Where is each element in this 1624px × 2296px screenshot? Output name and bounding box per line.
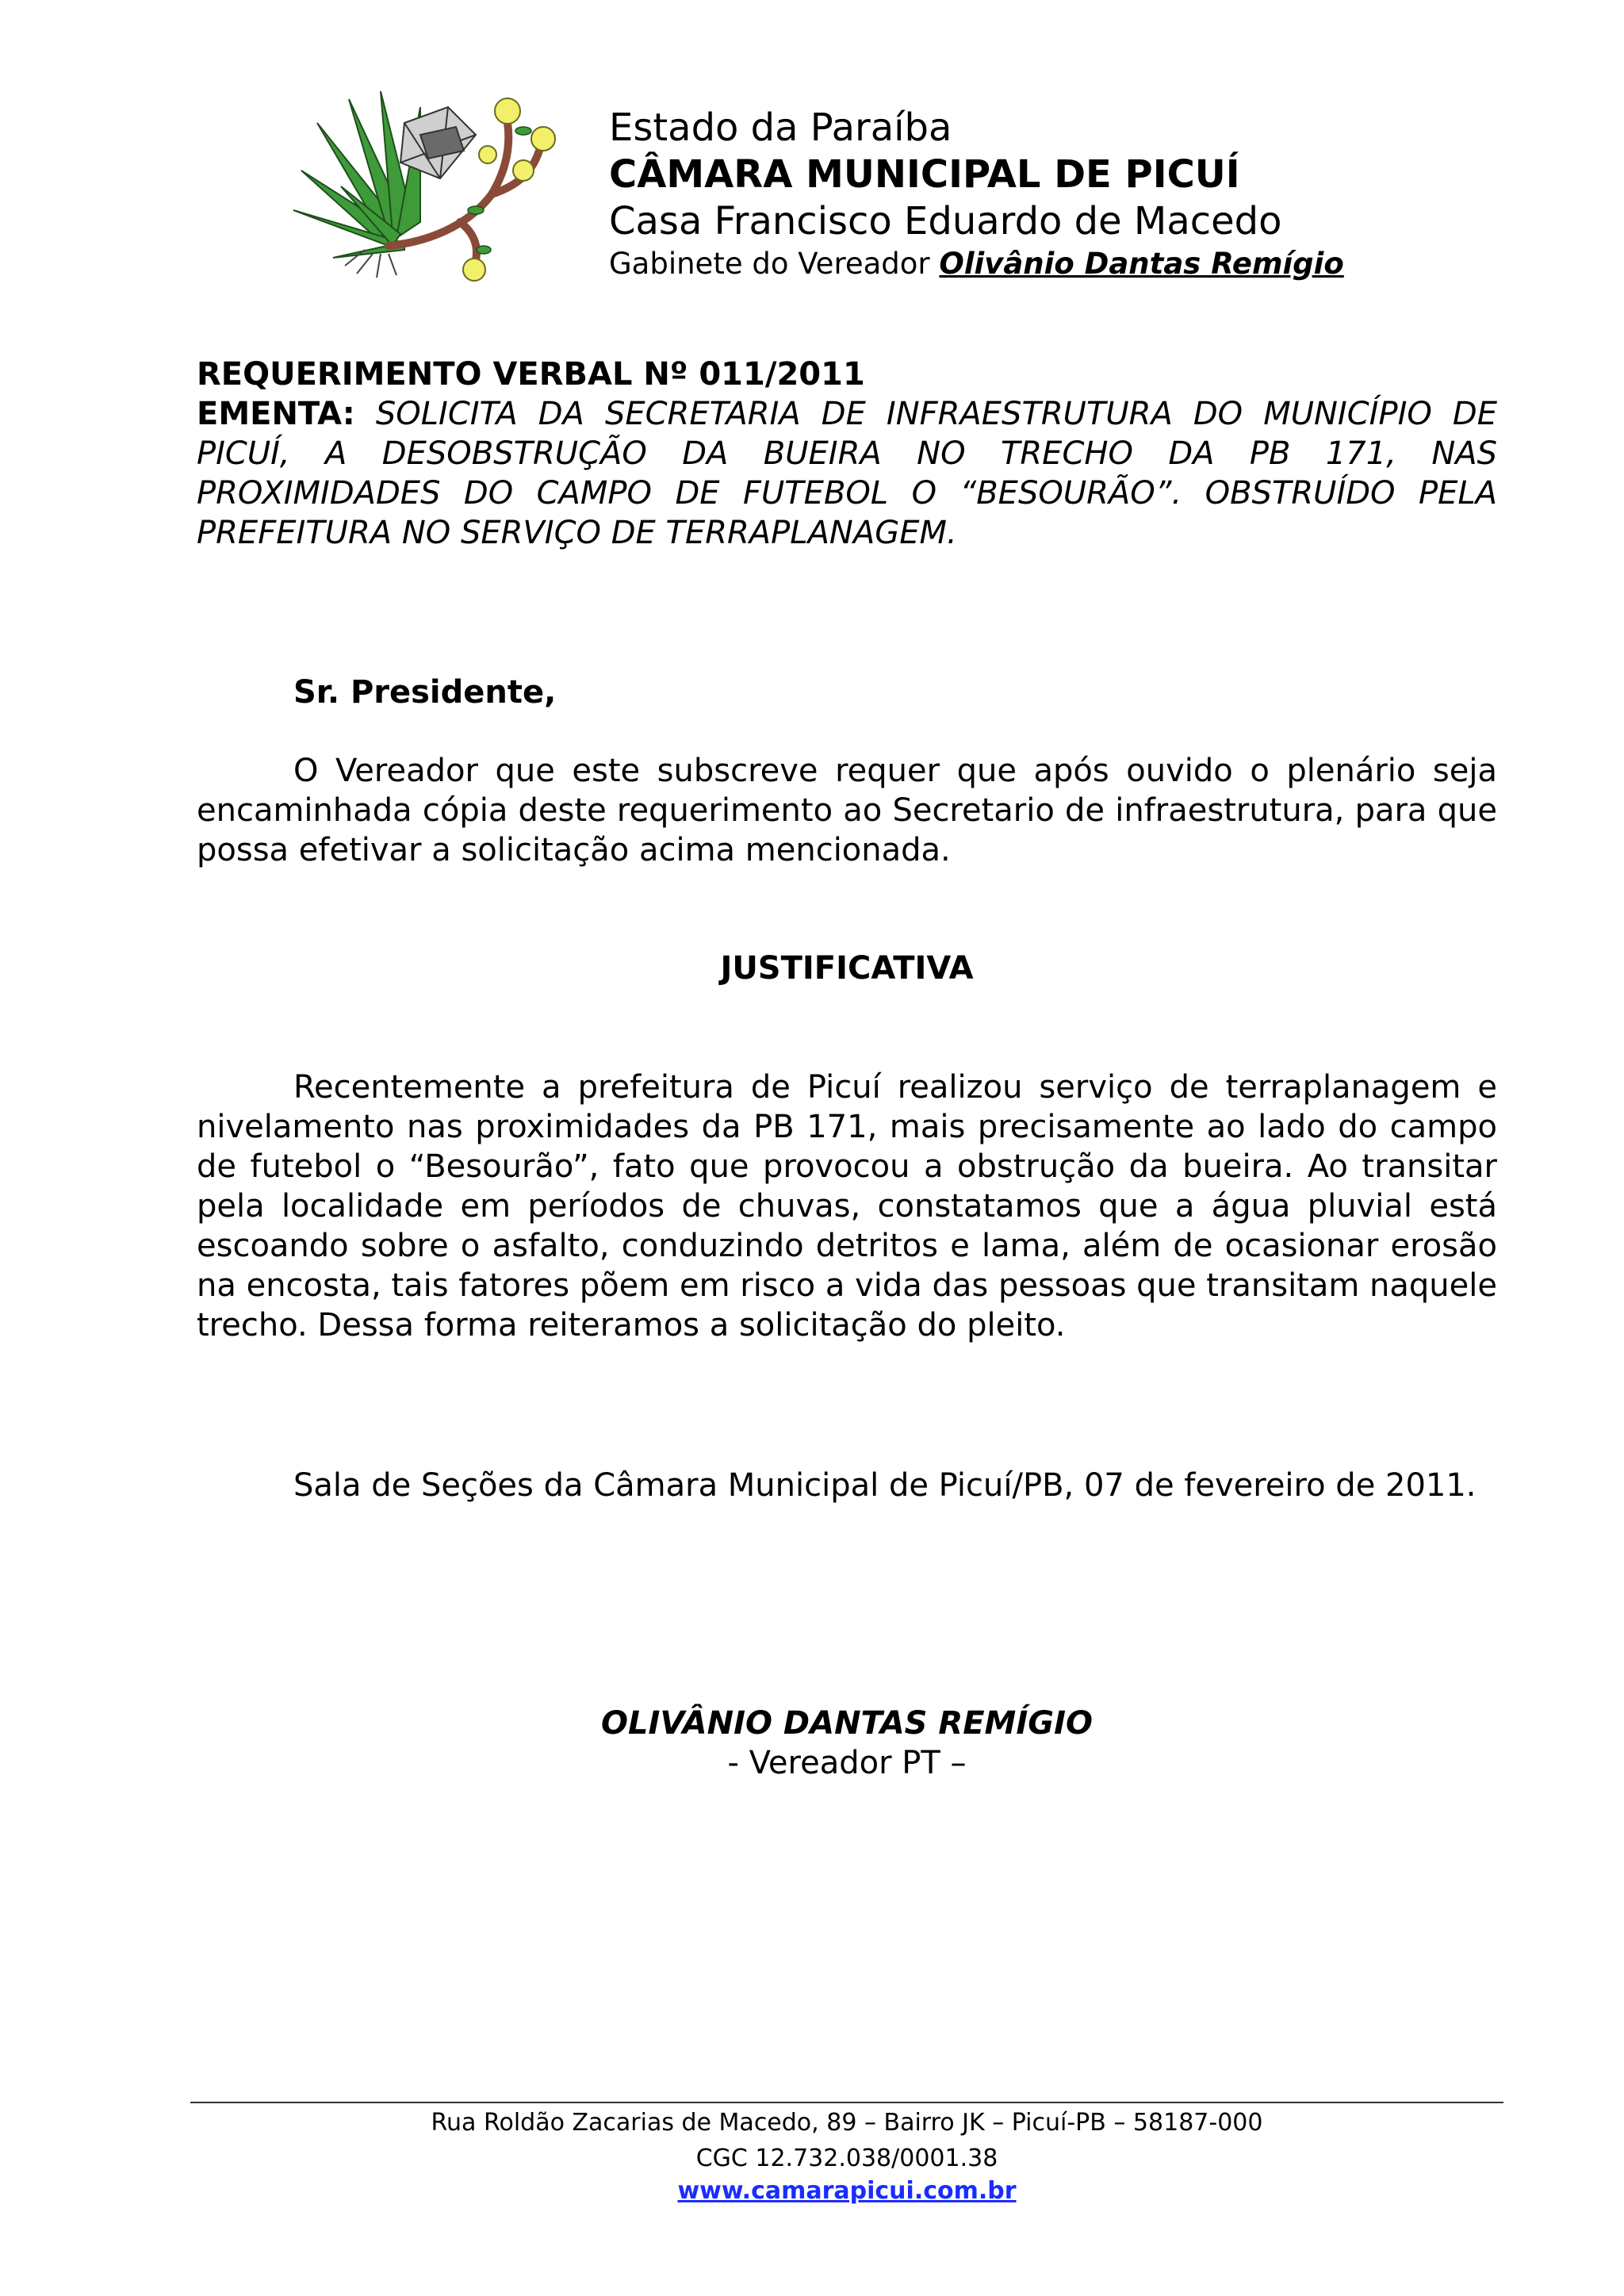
closing-paragraph: Sala de Seções da Câmara Municipal de Picuí/PB, 07 de fevereiro de 2011. <box>293 1467 1477 1504</box>
state-name: Estado da Paraíba <box>609 105 952 150</box>
house-name: Casa Francisco Eduardo de Macedo <box>609 199 1282 243</box>
salutation: Sr. Presidente, <box>293 674 557 711</box>
councilor-name: Olivânio Dantas Remígio <box>939 247 1344 281</box>
chamber-name: CÂMARA MUNICIPAL DE PICUÍ <box>609 152 1240 197</box>
justification-title: JUSTIFICATIVA <box>720 950 974 987</box>
signature-role: - Vereador PT – <box>727 1745 967 1781</box>
request-paragraph: O Vereador que este subscreve requer que após ouvido o plenário seja encaminhada cópia deste requerimento ao Secretario de infraestrutura, para que possa efetivar a solicitação acima mencionada. <box>197 753 1497 868</box>
footer-divider <box>190 2102 1503 2103</box>
ementa-label: EMENTA: <box>197 396 355 432</box>
municipal-crest-icon <box>285 75 571 282</box>
cabinet-prefix: Gabinete do Vereador <box>609 247 940 281</box>
ementa-block <box>197 394 1497 553</box>
justification-paragraph: Recentemente a prefeitura de Picuí realizou serviço de terraplanagem e nivelamento nas proximidades da PB 171, mais precisamente ao lado do campo de futebol o “Besourão”, fato que provocou a obstrução da bueira. Ao transitar pela localidade em períodos de chuvas, constatamos que a água pluvial está escoando sobre o asfalto, conduzindo detritos e lama, além de ocasionar erosão na encosta, tais fatores põem em risco a vida das pessoas que transitam naquele trecho. Dessa forma reiteramos a solicitação do pleito. <box>197 1069 1497 1343</box>
footer-website-link[interactable]: www.camarapicui.com.br <box>677 2177 1017 2205</box>
ementa-text: SOLICITA DA SECRETARIA DE INFRAESTRUTURA DO MUNICÍPIO DE PICUÍ, A DESOBSTRUÇÃO DA BUEIRA NO TRECHO DA PB 171, NAS PROXIMIDADES DO CAMPO DE FUTEBOL O “BESOURÃO”. OBSTRUÍDO PELA PREFEITURA NO SERVIÇO DE TERRAPLANAGEM. <box>197 396 1497 551</box>
cabinet-line <box>609 244 1344 284</box>
signature-name: OLIVÂNIO DANTAS REMÍGIO <box>601 1705 1093 1742</box>
document-title: REQUERIMENTO VERBAL Nº 011/2011 <box>197 356 865 393</box>
footer-cgc: CGC 12.732.038/0001.38 <box>695 2145 998 2172</box>
footer-address: Rua Roldão Zacarias de Macedo, 89 – Bairro JK – Picuí-PB – 58187-000 <box>431 2109 1263 2137</box>
letterhead <box>609 105 1344 284</box>
